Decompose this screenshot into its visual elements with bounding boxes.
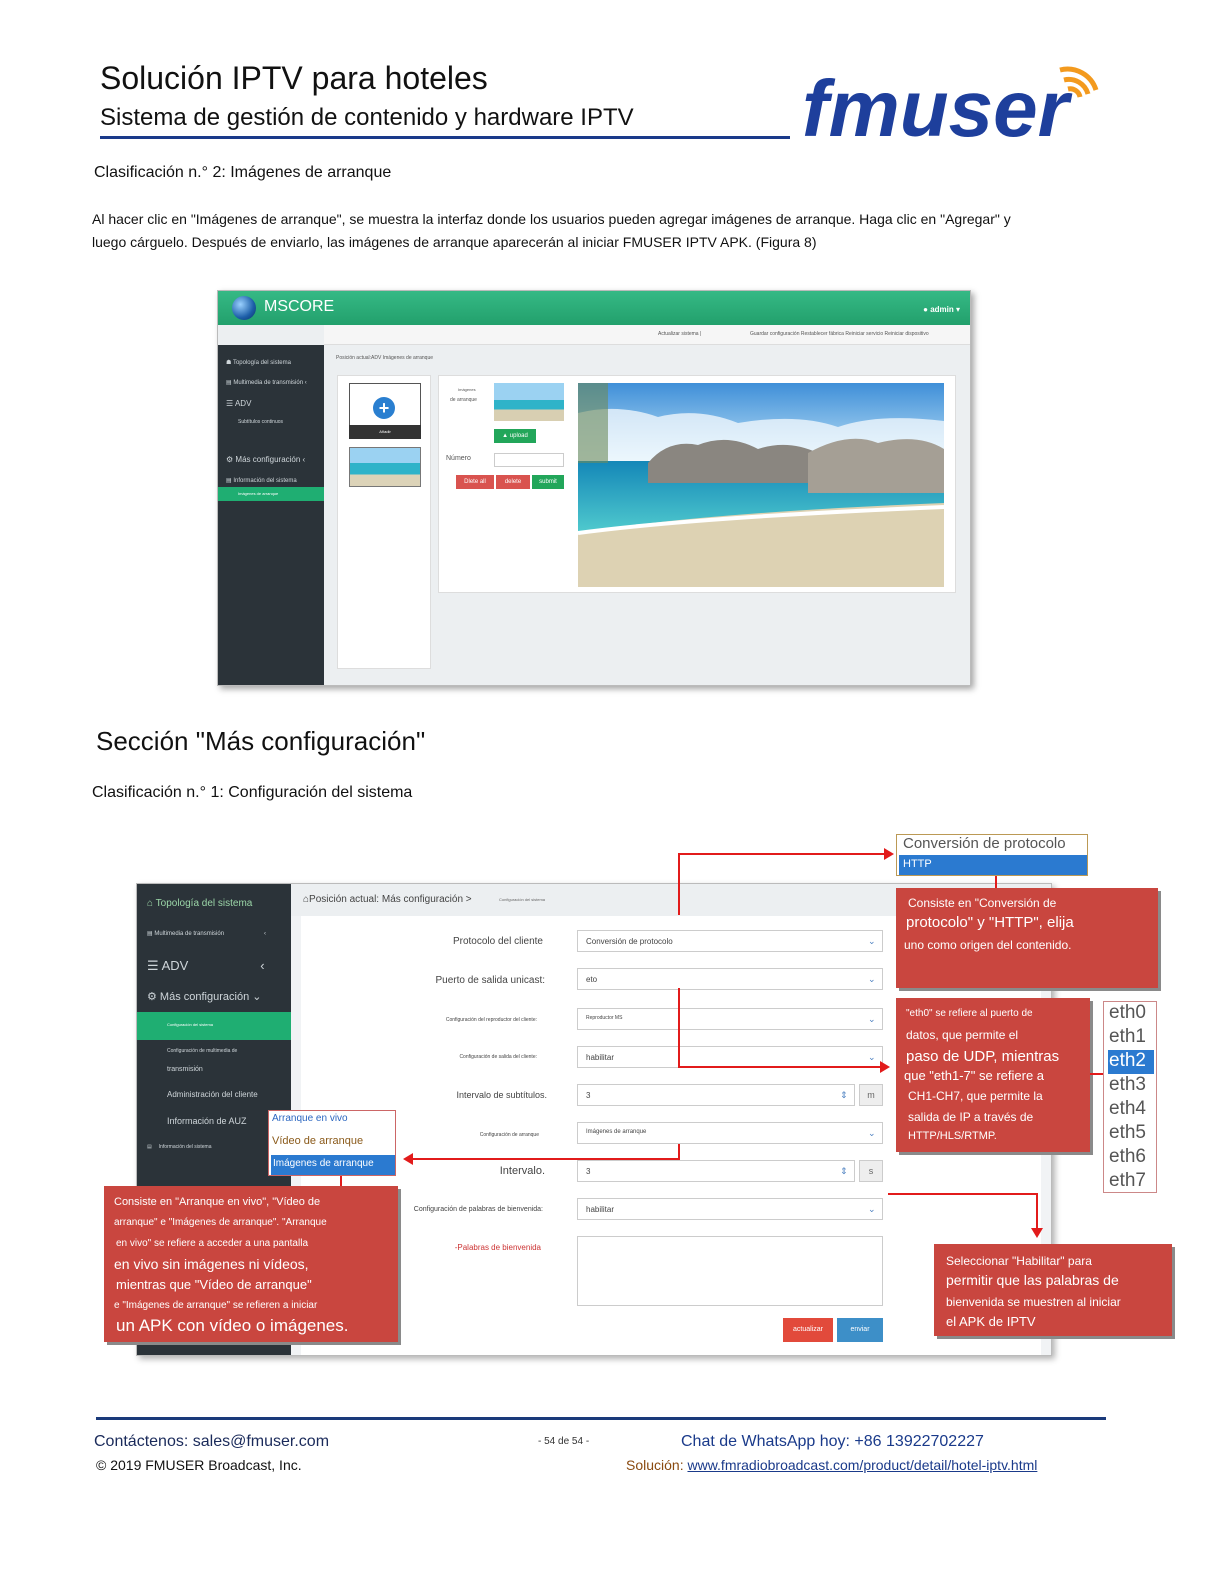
sidebar-label: Información del sistema (233, 478, 297, 484)
callout-line: protocolo" y "HTTP", elija (906, 914, 1074, 931)
eth-option[interactable]: eth0 (1109, 1002, 1146, 1023)
update-system-link[interactable]: Actualizar sistema | (658, 331, 702, 337)
highlight-protocol (456, 915, 888, 947)
arrow-right-icon (884, 848, 894, 860)
system-bar (324, 325, 971, 345)
eth-option-selected[interactable]: eth2 (1108, 1050, 1154, 1074)
callout-line: bienvenida se muestren al iniciar (946, 1295, 1121, 1309)
chevron-down-icon: ⌄ (868, 1204, 876, 1214)
select-value: habilitar (586, 1053, 615, 1062)
eth-callout (896, 998, 1090, 1152)
sidebar-item-more-config[interactable]: ⚙ Más configuración ⌄ (147, 991, 262, 1003)
client-protocol-label: Protocolo del cliente (452, 936, 543, 947)
add-label: Añadir (349, 425, 421, 439)
select-value: Reproductor MS (586, 1015, 623, 1021)
sidebar-label: Más configuración (235, 455, 301, 464)
sidebar-item-adv[interactable]: ☰ ADV ‹ (147, 958, 265, 973)
connector-line (1036, 1193, 1038, 1229)
boot-option[interactable]: Arranque en vivo (272, 1113, 348, 1124)
logo-text: fmuser (802, 64, 1069, 148)
boot-option-selected[interactable]: Imágenes de arranque (271, 1155, 395, 1175)
callout-line: Consiste en "Arranque en vivo", "Vídeo de (114, 1196, 321, 1208)
doc-title: Solución IPTV para hoteles (100, 60, 488, 96)
boot-image-thumbnail[interactable] (349, 447, 421, 487)
minutes-unit: m (859, 1084, 883, 1106)
fmuser-logo (798, 56, 1108, 148)
images-label: Imágenes (458, 387, 476, 392)
sidebar-active-highlight (137, 1012, 291, 1040)
sidebar-item-subtitles[interactable]: Subtítulos continuos (238, 419, 284, 425)
email-link[interactable]: sales@fmuser.com (192, 1433, 330, 1450)
eth-option[interactable]: eth6 (1109, 1146, 1146, 1167)
boot-image-preview-small (494, 383, 564, 421)
boot-callout (104, 1186, 398, 1342)
sidebar (218, 345, 324, 686)
body-line: Al hacer clic en "Imágenes de arranque", se muestra la interfaz donde los usuarios pueden agregar imágenes de arranque. Haga clic en "Agregar" y (92, 211, 1011, 227)
subtitle-interval-input[interactable] (577, 1084, 855, 1106)
select-value: Conversión de protocolo (586, 937, 673, 946)
subtitle-interval-label: Intervalo de subtítulos. (456, 1090, 547, 1100)
chevron-left-icon: ‹ (264, 931, 267, 937)
sidebar-item-auz-info[interactable]: Información de AUZ (167, 1116, 247, 1126)
callout-line: datos, que permite el (906, 1028, 1019, 1042)
callout-line: un APK con vídeo o imágenes. (116, 1316, 349, 1335)
images-label-2: de arranque (450, 397, 477, 403)
sidebar-item-multimedia[interactable]: ▤ Multimedia de transmisión ‹ (147, 931, 267, 937)
footer-contact (94, 1433, 329, 1451)
connector-line (678, 988, 680, 1068)
boot-image-preview (578, 383, 944, 587)
protocol-callout (896, 888, 1158, 988)
sidebar-label: Topología del sistema (232, 360, 291, 366)
callout-line: mientras que "Vídeo de arranque" (116, 1277, 312, 1292)
whatsapp-chat[interactable]: Chat de WhatsApp hoy: +86 13922702227 (681, 1433, 984, 1450)
eth-option[interactable]: eth5 (1109, 1122, 1146, 1143)
globe-icon (232, 296, 256, 320)
callout-line: que "eth1-7" se refiere a (904, 1068, 1045, 1083)
breadcrumb: Posición actual:ADV Imágenes de arranque (336, 355, 434, 361)
page-number: - 54 de 54 - (538, 1436, 590, 1447)
solution-label: Solución: (626, 1457, 688, 1473)
output-config-select[interactable] (577, 1046, 883, 1068)
callout-line: el APK de IPTV (946, 1314, 1036, 1329)
connector-line (888, 1193, 1038, 1195)
eth-options (1103, 1001, 1157, 1193)
number-label: Número (446, 455, 471, 462)
sidebar-item-more-config[interactable]: ⚙ Más configuración ‹ (226, 455, 306, 464)
sidebar-item-client-admin[interactable]: Administración del cliente (167, 1090, 258, 1099)
boot-images-screenshot (217, 290, 971, 686)
eth-option[interactable]: eth4 (1109, 1098, 1146, 1119)
solution-link[interactable]: www.fmradiobroadcast.com/product/detail/hotel-iptv.html (687, 1457, 1038, 1473)
sidebar-item-multimedia[interactable]: ▤ Multimedia de transmisión ‹ (226, 380, 307, 386)
section-title: Sección "Más configuración" (96, 726, 426, 756)
chevron-down-icon: ⌄ (868, 936, 876, 946)
section-body (92, 208, 1092, 254)
send-button[interactable]: enviar (837, 1318, 883, 1342)
sidebar-item-topology[interactable]: ⌂ Topología del sistema (147, 898, 253, 909)
sidebar-label: ADV (161, 958, 189, 973)
sidebar-item-multimedia-config[interactable]: Configuración de multimedia de (167, 1048, 238, 1054)
admin-label: admin (930, 305, 954, 314)
seconds-unit: s (859, 1160, 883, 1182)
unicast-port-label: Puerto de salida unicast: (435, 975, 545, 986)
stepper-icon[interactable]: ⇕ (840, 1166, 848, 1176)
sidebar-item-multimedia-config-2: transmisión (167, 1066, 203, 1073)
connector-line (678, 853, 680, 915)
boot-options (268, 1110, 396, 1176)
eth-option[interactable]: eth3 (1109, 1074, 1146, 1095)
protocol-option[interactable]: Conversión de protocolo (903, 835, 1066, 852)
breadcrumb: ⌂Posición actual: Más configuración > (303, 894, 472, 905)
protocol-options (896, 834, 1088, 876)
submit-button[interactable]: submit (532, 475, 564, 489)
admin-menu[interactable]: ● admin ▾ (923, 305, 960, 314)
connector-line (1090, 1073, 1104, 1075)
welcome-config-label: Configuración de palabras de bienvenida: (413, 1206, 543, 1213)
input-value: 3 (586, 1167, 591, 1176)
callout-line: uno como origen del contenido. (904, 938, 1072, 952)
breadcrumb-current: Configuración del sistema (499, 897, 546, 902)
callout-line: permitir que las palabras de (946, 1272, 1119, 1288)
callout-line: e "Imágenes de arranque" se refieren a iniciar (114, 1300, 318, 1311)
callout-line: Consiste en "Conversión de (908, 896, 1057, 910)
highlight-welcome (406, 1184, 888, 1250)
callout-line: en vivo sin imágenes ni vídeos, (114, 1256, 309, 1272)
eth-option[interactable]: eth1 (1109, 1026, 1146, 1047)
callout-line: Seleccionar "Habilitar" para (946, 1254, 1092, 1268)
sidebar-item-system-info[interactable]: ▤ Información del sistema (226, 478, 297, 484)
callout-line: HTTP/HLS/RTMP. (908, 1130, 997, 1142)
update-button[interactable]: actualizar (783, 1318, 833, 1342)
callout-line: arranque" e "Imágenes de arranque". "Arranque (114, 1217, 327, 1228)
sidebar-label: ADV (234, 399, 252, 408)
footer-copyright: © 2019 FMUSER Broadcast, Inc. (96, 1457, 302, 1473)
section-heading: Clasificación n.° 2: Imágenes de arranque (94, 164, 392, 181)
footer-rule (96, 1417, 1106, 1420)
doc-subtitle: Sistema de gestión de contenido y hardware IPTV (100, 104, 634, 131)
body-line: luego cárguelo. Después de enviarlo, las imágenes de arranque aparecerán al iniciar FMUSER IPTV APK. (Figura 8) (92, 234, 817, 250)
select-value: habilitar (586, 1205, 615, 1214)
footer-solution (626, 1457, 1037, 1473)
sidebar-item-system-info[interactable]: ▤ Información del sistema (147, 1144, 212, 1150)
delete-all-button[interactable]: Dlete all (456, 475, 494, 489)
select-value: eto (586, 975, 598, 984)
chevron-down-icon: ⌄ (868, 1128, 876, 1138)
sidebar-item-adv[interactable]: ☰ ADV (226, 399, 252, 408)
connector-line (412, 1158, 680, 1160)
contact-label: Contáctenos: (94, 1433, 193, 1450)
upload-label: upload (509, 433, 528, 439)
sidebar-item-boot-images[interactable]: Imágenes de arranque (238, 491, 279, 496)
player-config-label: Configuración del reproductor del cliente: (445, 1017, 537, 1023)
interval-label: Intervalo. (499, 1165, 545, 1177)
player-config-select[interactable] (577, 1008, 883, 1030)
sidebar-label: Multimedia de transmisión (154, 931, 225, 937)
select-value: Imágenes de arranque (586, 1129, 647, 1135)
delete-button[interactable]: delete (496, 475, 530, 489)
device-actions-links[interactable]: Guardar configuración Restablecer fábrica Reiniciar servicio Reiniciar dispositivo (750, 331, 929, 337)
input-value: 3 (586, 1091, 591, 1100)
stepper-icon[interactable]: ⇕ (840, 1090, 848, 1100)
sidebar-label: Multimedia de transmisión (233, 380, 304, 386)
sidebar-item-topology[interactable]: ☗ Topología del sistema (226, 360, 291, 366)
header-rule (100, 136, 790, 139)
boot-option[interactable]: Vídeo de arranque (272, 1135, 364, 1147)
callout-line: salida de IP a través de (908, 1110, 1034, 1124)
add-plus-icon[interactable]: + (373, 397, 395, 419)
protocol-option-selected[interactable]: HTTP (899, 855, 1087, 875)
connector-line (678, 1066, 884, 1068)
arrow-right-icon (880, 1061, 890, 1073)
arrow-left-icon (403, 1153, 413, 1165)
chevron-down-icon: ⌄ (868, 1052, 876, 1062)
section-subheading: Clasificación n.° 1: Configuración del sistema (92, 784, 413, 801)
callout-line: paso de UDP, mientras (906, 1048, 1060, 1065)
breadcrumb-text: Posición actual: Más configuración > (309, 894, 472, 905)
welcome-callout (934, 1244, 1172, 1336)
interval-input[interactable] (577, 1160, 855, 1182)
callout-line: "eth0" se refiere al puerto de (906, 1008, 1033, 1019)
connector-line (340, 1176, 342, 1186)
highlight-boot (470, 1108, 888, 1144)
chevron-left-icon: ‹ (260, 958, 265, 973)
connector-line (678, 1144, 680, 1159)
eth-option[interactable]: eth7 (1109, 1170, 1146, 1191)
connector-line (678, 853, 886, 855)
boot-config-label: Configuración de arranque (479, 1132, 539, 1138)
sidebar-label: Topología del sistema (155, 898, 253, 909)
number-input[interactable] (494, 453, 564, 467)
arrow-down-icon (1031, 1228, 1043, 1238)
chevron-down-icon: ⌄ (252, 991, 262, 1003)
sidebar-item-system-config[interactable]: Configuración del sistema (167, 1022, 214, 1027)
chevron-down-icon: ⌄ (868, 1014, 876, 1024)
output-config-label: Configuración de salida del cliente: (459, 1054, 537, 1060)
highlight-port (433, 956, 888, 988)
connector-line (995, 876, 997, 888)
callout-line: CH1-CH7, que permite la (908, 1089, 1043, 1103)
sidebar-label: Información del sistema (158, 1144, 212, 1150)
callout-line: en vivo" se refiere a acceder a una pantalla (116, 1238, 309, 1249)
brand-name: MSCORE (264, 298, 335, 315)
chevron-down-icon: ⌄ (868, 974, 876, 984)
welcome-words-label: -Palabras de bienvenida (454, 1243, 541, 1252)
sidebar-label: Más configuración (159, 991, 250, 1003)
upload-button[interactable]: ▲ upload (494, 429, 536, 443)
